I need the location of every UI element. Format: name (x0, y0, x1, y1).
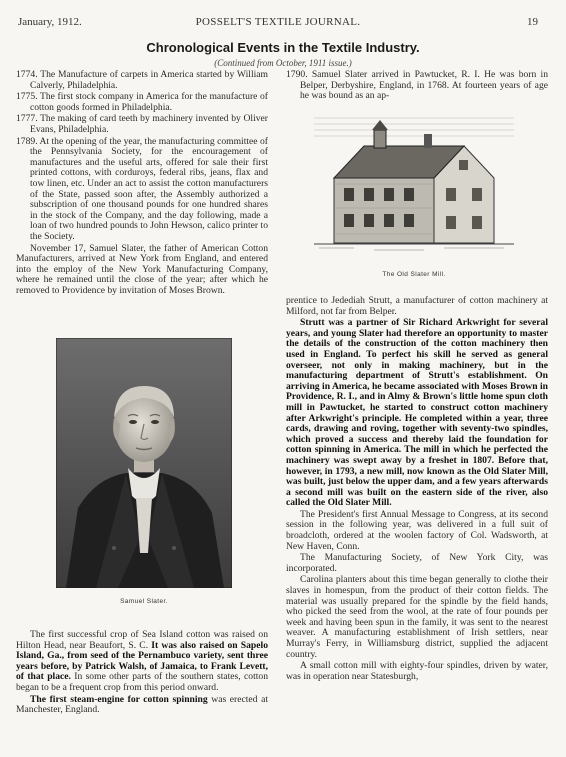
sea-island-rest-text: In some other parts of the southern states, cotton began to be a frequent crop from this period onward. (16, 671, 268, 693)
steam-engine-rest-text: was erected at Manchester, England. (16, 693, 268, 716)
slater-arkwright-paragraph: Strutt was a partner of Sir Richard Arkwright for several years, and young Slater had therefore an opportunity to master the details of the construction of the cotton machinery then used in England. To perfect his skill he served as general overseer, not only in making machinery, but in the manufacturing department of Strutt's establishment. On arriving in America, he became associated with Moses Brown in Providence, R. I., and in Almy & Brown's little home spun cloth mill in Pawtucket, he started to construct cotton machinery after Arkwright's principle. He completed within a year, three cards, drawing and roving, together with seventy-two spindles, which proved a success and thereby laid the foundation for cotton spinning in America. The mill in which he perfected the machinery was swept away by a freshet in 1807. Before that, however, in 1793, a new mill, now known as the Old Slater Mill, was built, just below the upper dam, and a few years afterwards a second mill was built on the eastern side of the river, also called the Old Slater Mill. (286, 317, 548, 509)
article-continued-note: (Continued from October, 1911 issue.) (214, 58, 352, 68)
header-journal-name: POSSELT'S TEXTILE JOURNAL. (195, 16, 361, 28)
steam-engine-bold-text: The first steam-engine for cotton spinning (30, 693, 208, 705)
header-page-number: 19 (527, 16, 538, 28)
manufacturing-society-paragraph: The Manufacturing Society, of New York City, was incorporated. (286, 552, 548, 574)
left-column-top (16, 70, 268, 297)
entry-1774: 1774. The Manufacture of carpets in America started by William Calverly, Philadelphia. (16, 69, 268, 91)
right-column-top (286, 70, 548, 103)
left-column-bottom (16, 630, 268, 717)
header-date: January, 1912. (18, 16, 82, 28)
entry-1775: 1775. The first stock company in America for the manufacture of cotton goods formed in Philadelphia. (16, 91, 268, 113)
entry-1777: 1777. The making of card teeth by machinery invented by Oliver Evans, Philadelphia. (16, 113, 268, 135)
mill-caption: The Old Slater Mill. (382, 271, 446, 278)
portrait-caption: Samuel Slater. (120, 598, 168, 605)
strutt-apprentice-paragraph: prentice to Jedediah Strutt, a manufacturer of cotton machinery at Milford, not far from Belper. (286, 295, 548, 317)
statesburgh-mill-paragraph: A small cotton mill with eighty-four spindles, driven by water, was in operation near Statesburgh, (286, 660, 548, 682)
entry-1789: 1789. At the opening of the year, the manufacturing committee of the Pennsylvania Society, for the encouragement of manufactures and the useful arts, offered for sale their first printed cottons, with corduroys, federal ribs, jeans, flax and tow linen, etc. Under an act to assist the cotton manufacturers of the State, passed soon after, the Assembly authorized a subscription of one thousand pounds for one hundred shares in the stock of the Company, and the day following, made a loan of two hundred pounds to John Hewson, calico printer to the Society. (16, 135, 268, 242)
running-header (18, 16, 538, 30)
carolina-planters-paragraph: Carolina planters about this time began generally to clothe their slaves in homespun, from the product of their cotton fields. The material was usually prepared for the spindle by the field hands, who picked the seed from the wool, at the rate of four pounds per week and having been spun in the family, it was sent to the nearest weaver. A manufacturing establishment of Irish settlers, near Murray's Ferry, in Williamsburg district, supplied the adjacent country. (286, 574, 548, 660)
entry-slater-arrival: November 17, Samuel Slater, the father of American Cotton Manufacturers, arrived at New York from England, and entered into the employ of the New York Manufacturing Company, where he remained until the close of the year; after which he removed to Providence by invitation of Moses Brown. (16, 242, 268, 296)
right-column-main (286, 296, 548, 683)
sea-island-cotton-paragraph (16, 630, 268, 694)
steam-engine-paragraph (16, 695, 268, 716)
sea-island-bold-text: It was also raised on Sapelo Island, Ga., from seed of the Pernambuco variety, sent three years before, by Patrick Walsh, of Jamaica, to Frank Levett, of that place. (16, 639, 268, 683)
sea-island-text: The first successful crop of Sea Island cotton was raised on Hilton Head, near Beaufort, S. C. (16, 629, 268, 651)
samuel-slater-portrait (56, 338, 232, 588)
presidents-message-paragraph: The President's first Annual Message to Congress, at its second session in the following year, was delivered in a full suit of broadcloth, ordered at the woolen factory of Col. Wadsworth, at New Haven, Conn. (286, 508, 548, 552)
article-title: Chronological Events in the Textile Industry. (146, 40, 420, 55)
old-slater-mill-illustration (314, 108, 514, 258)
entry-1790: 1790. Samuel Slater arrived in Pawtucket, R. I. He was born in Belper, Derbyshire, England, in 1768. At fourteen years of age he was bound as an ap- (286, 69, 548, 102)
